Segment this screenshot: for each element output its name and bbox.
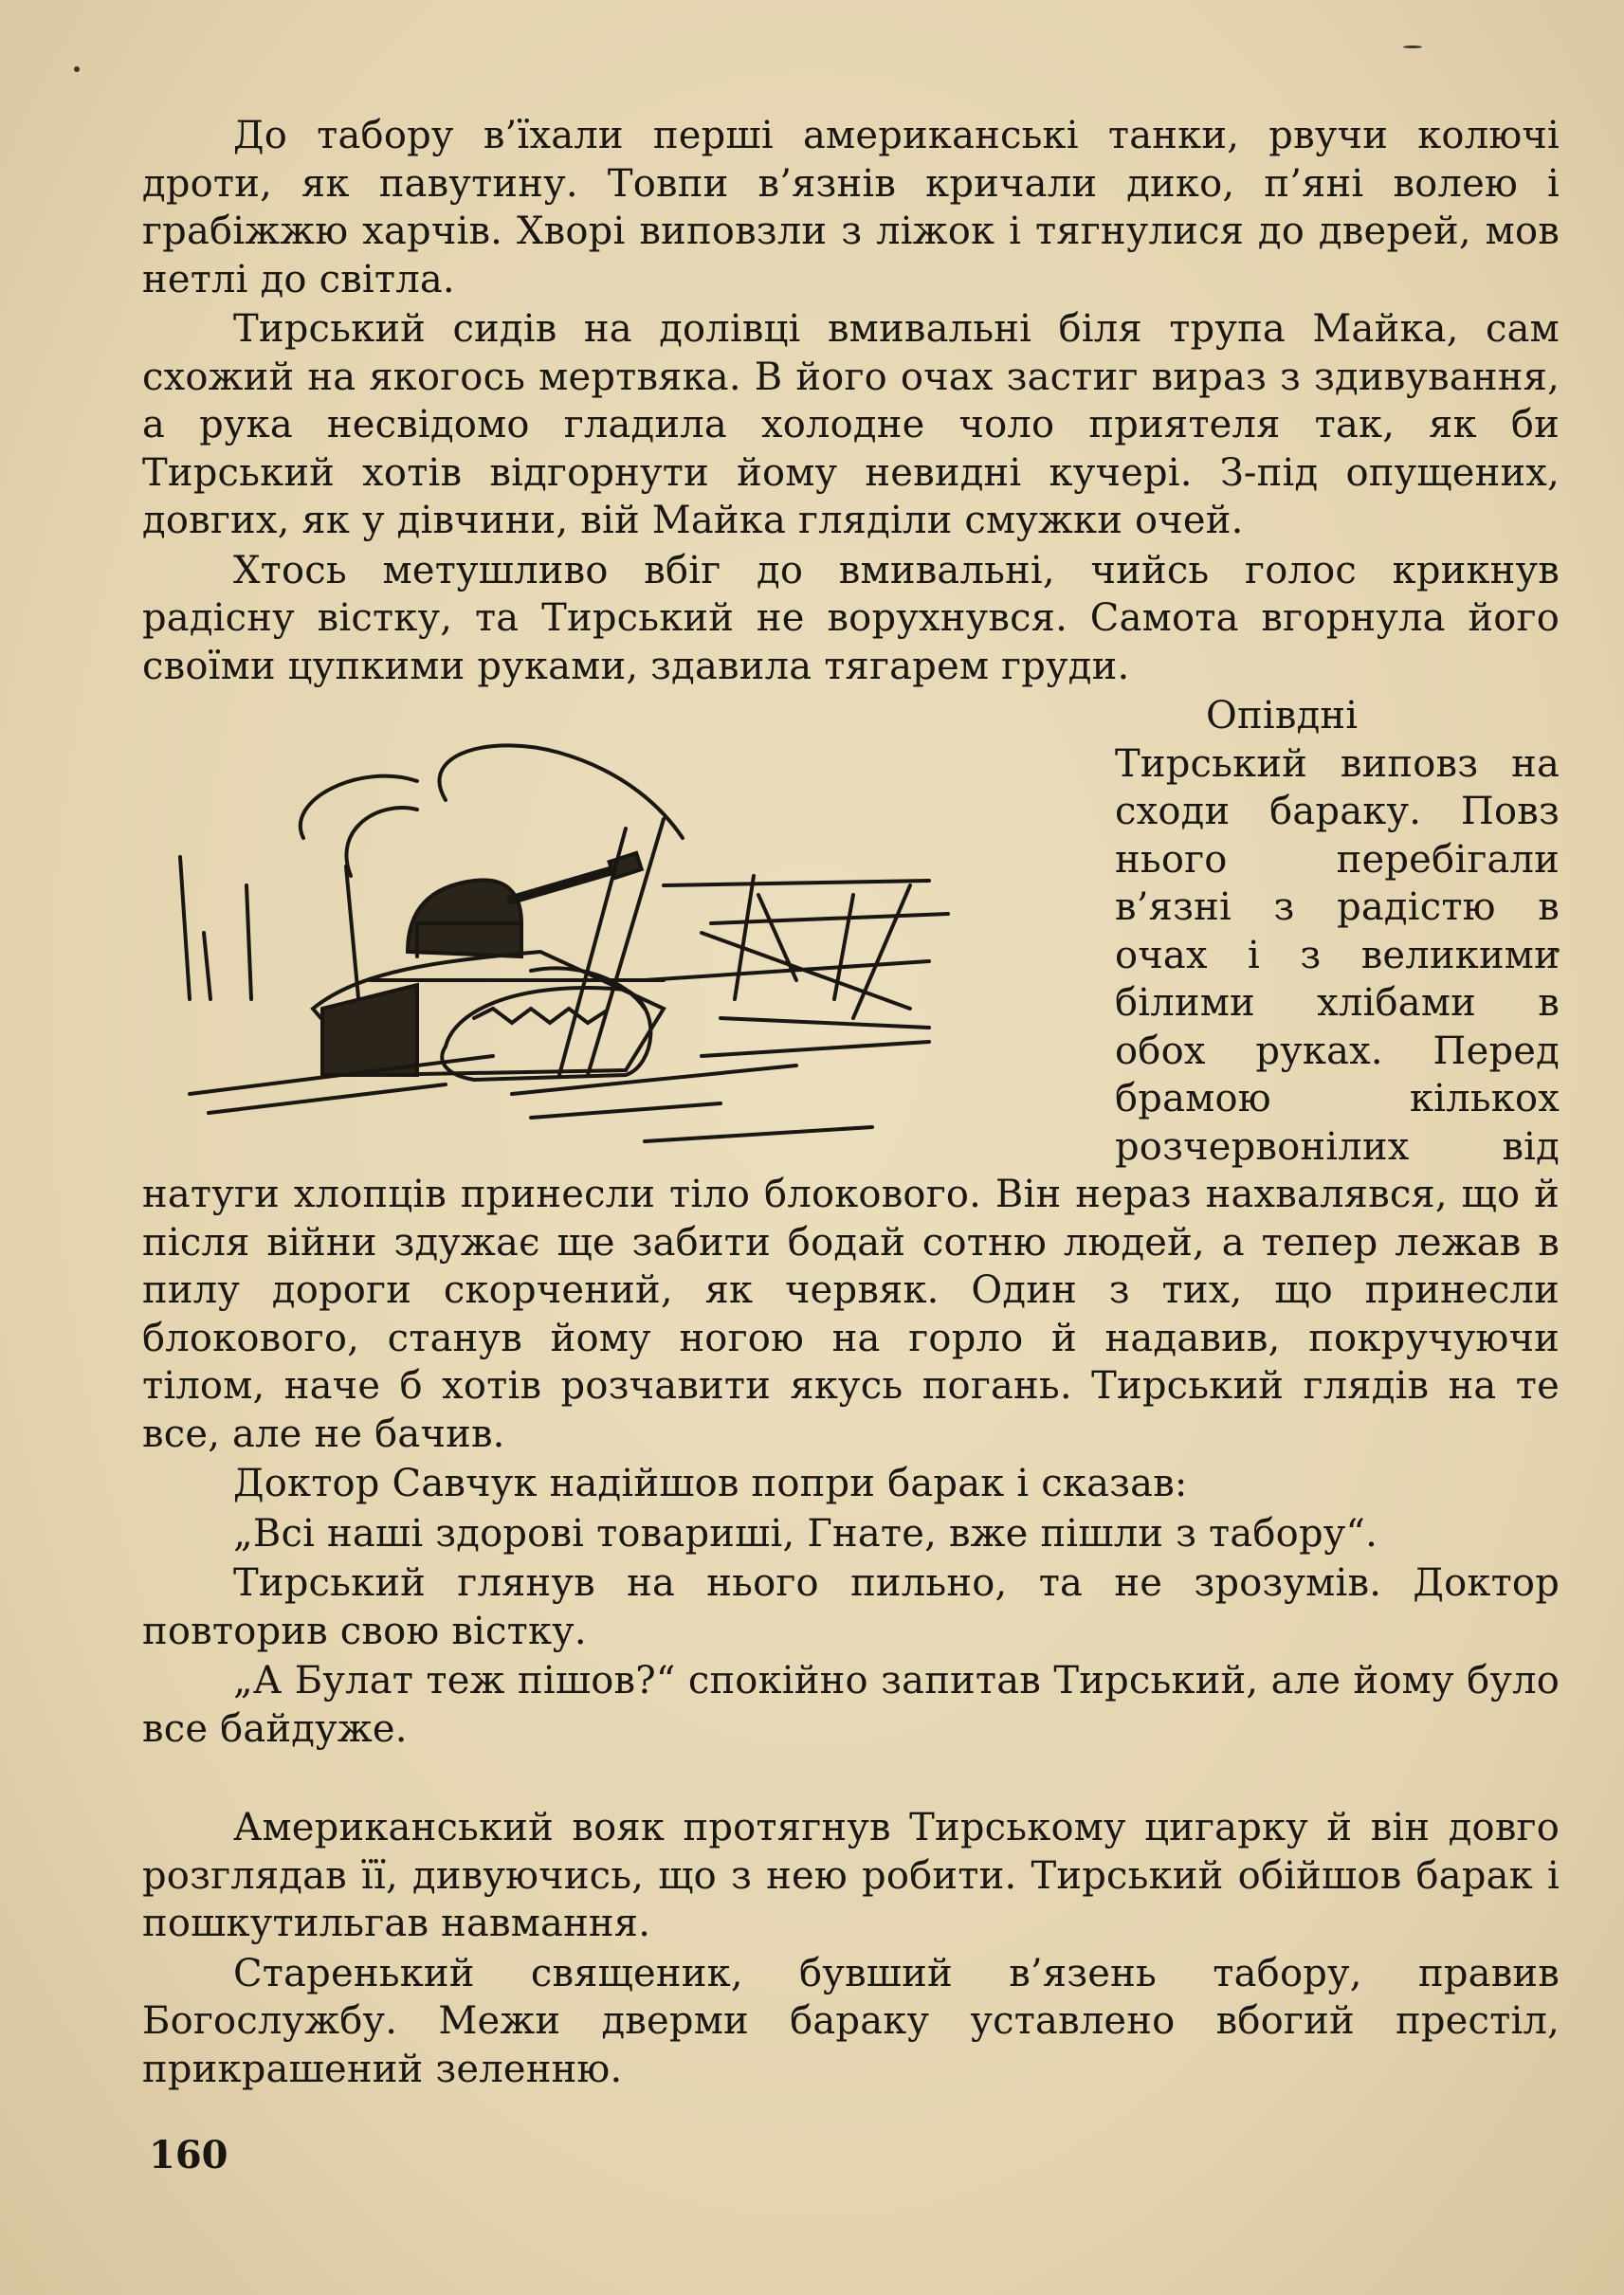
paragraph: „А Булат теж пішов?“ спокійно запитав Тирський, але йому було все байдуже.	[142, 1659, 1560, 1751]
paragraph: До табору в’їхали перші американські танки, рвучи колючі дроти, як павутину. Товпи в’язнів кричали дико, п’яні волею і грабіжжю харчів. Хворі виповзли з ліжок і тягнулися до дверей, мов нетлі до світла.	[142, 114, 1560, 301]
paper-speck	[74, 66, 80, 72]
tank-sketch-icon	[133, 696, 1090, 1170]
paragraph: Американський вояк протягнув Тирському цигарку й він довго розглядав її, дивуючись, що з нею робити. Тирський обійшов барак і пошкутильгав навмання.	[142, 1806, 1560, 1945]
paper-speck	[1403, 46, 1422, 48]
page-number: 160	[149, 2133, 228, 2177]
paragraph: Тирський сидів на долівці вмивальні біля трупа Майка, сам схожий на якогось мертвяка. В його очах застиг вираз з здивування, а рука несвідомо гладила холодне чоло приятеля так, як би Тирський хотів відгорнути йому невидні кучері. З-під опущених, довгих, як у дівчини, вій Майка гляділи смужки очей.	[142, 307, 1560, 542]
paragraph: Опівдні Тирський виповз на сходи бараку. Повз нього перебігали в’язні з радістю в очах і з великими білими хлібами в обох руках. Перед брамою кількох розчервонілих від натуги хлопців принесли тіло блокового. Він нераз нахвалявся, що й після війни здужає ще забити бодай сотню людей, а тепер лежав в пилу дороги скорчений, як червяк. Один з тих, що принесли блокового, станув йому ногою на горло й надавив, покручуючи тілом, наче б хотів розчавити якусь погань. Тирський глядів на те все, але не бачив.	[142, 694, 1560, 1456]
tank-illustration	[133, 696, 1090, 1170]
page-text	[142, 112, 1560, 2095]
paragraph: Старенький священик, бувший в’язень табору, правив Богослужбу. Межи дверми бараку уставлено вбогий престіл, прикрашений зеленню.	[142, 1951, 1560, 2091]
paragraph: Доктор Савчук надійшов попри барак і сказав:	[233, 1462, 1188, 1505]
paragraph: Тирський глянув на нього пильно, та не зрозумів. Доктор повторив свою вістку.	[142, 1561, 1560, 1653]
paragraph: „Всі наші здорові товариші, Гнате, вже пішли з табору“.	[233, 1511, 1378, 1556]
paragraph: Хтось метушливо вбіг до вмивальні, чийсь голос крикнув радісну вістку, та Тирський не ворухнувся. Самота вгорнула його своїми цупкими руками, здавила тягарем груди.	[142, 548, 1560, 688]
